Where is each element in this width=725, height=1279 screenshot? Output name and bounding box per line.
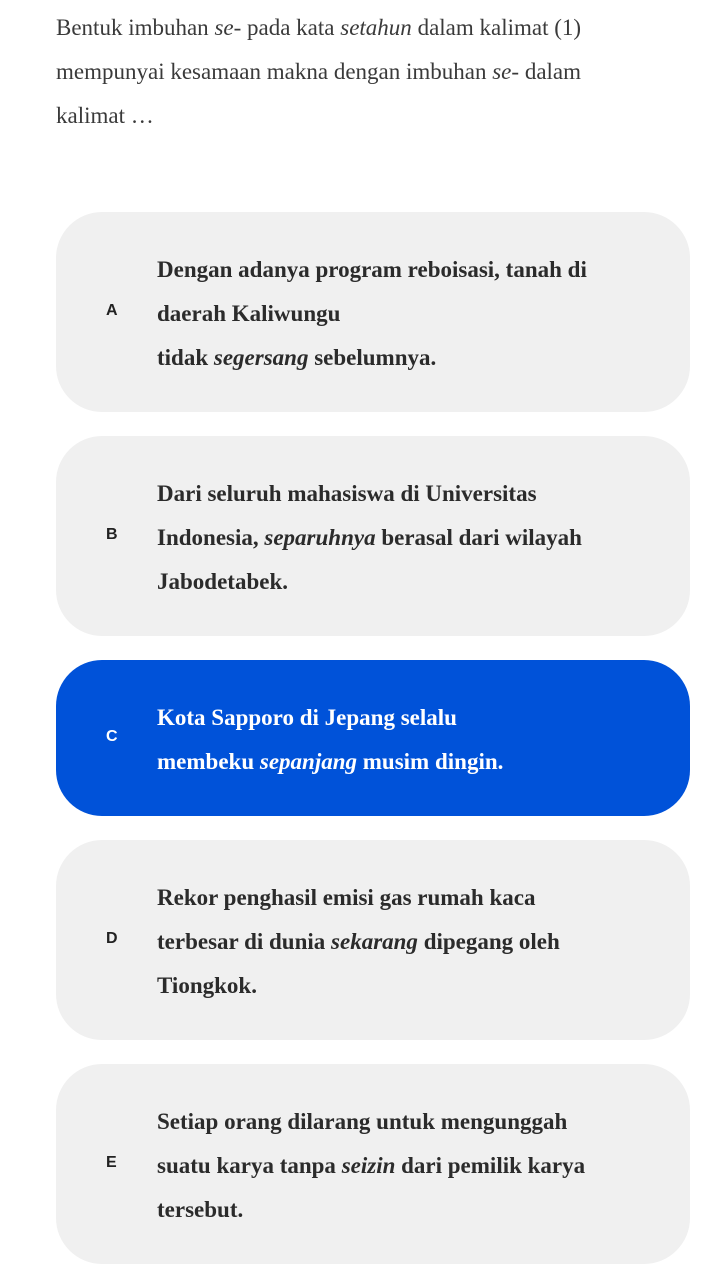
option-fragment: tidak <box>157 345 214 370</box>
question-line: kalimat … <box>56 103 154 128</box>
option-line <box>157 516 667 560</box>
option-fragment: suatu karya tanpa <box>157 1153 342 1178</box>
option-line <box>157 920 667 964</box>
option-letter: A <box>106 302 118 319</box>
option-line: Dengan adanya program reboisasi, tanah di <box>157 257 587 282</box>
question-italic: se- <box>214 15 242 40</box>
question-fragment: pada kata <box>241 15 341 40</box>
question-fragment: mempunyai kesamaan makna dengan imbuhan <box>56 59 493 84</box>
option-line: Rekor penghasil emisi gas rumah kaca <box>157 885 536 910</box>
option-letter: E <box>106 1154 117 1171</box>
option-italic: segersang <box>213 345 309 370</box>
option-text <box>157 876 667 1008</box>
option-b[interactable] <box>56 436 690 636</box>
question-fragment: Bentuk imbuhan <box>56 15 215 40</box>
option-text <box>157 696 667 784</box>
option-fragment: membeku <box>157 749 260 774</box>
option-a[interactable] <box>56 212 690 412</box>
option-italic: sekarang <box>331 929 418 954</box>
option-text <box>157 472 667 604</box>
option-e[interactable] <box>56 1064 690 1264</box>
option-line <box>157 336 667 380</box>
option-italic: sepanjang <box>259 749 358 774</box>
option-letter: C <box>106 728 118 745</box>
option-fragment: musim dingin. <box>357 749 504 774</box>
option-c[interactable] <box>56 660 690 816</box>
option-line: Dari seluruh mahasiswa di Universitas <box>157 481 537 506</box>
option-letter: B <box>106 526 118 543</box>
option-fragment: dari pemilik karya <box>395 1153 586 1178</box>
option-text <box>157 1100 667 1232</box>
option-line <box>157 740 667 784</box>
option-line: Kota Sapporo di Jepang selalu <box>157 705 457 730</box>
option-fragment: dipegang oleh <box>417 929 560 954</box>
option-fragment: sebelumnya. <box>308 345 437 370</box>
option-line: daerah Kaliwungu <box>157 301 341 326</box>
option-fragment: Indonesia, <box>157 525 265 550</box>
option-line: Jabodetabek. <box>157 569 288 594</box>
option-line: Setiap orang dilarang untuk mengunggah <box>157 1109 568 1134</box>
question-line <box>56 6 686 50</box>
option-d[interactable] <box>56 840 690 1040</box>
question-line <box>56 50 686 94</box>
option-fragment: terbesar di dunia <box>157 929 332 954</box>
question-fragment: dalam kalimat (1) <box>411 15 582 40</box>
option-italic: seizin <box>341 1153 396 1178</box>
question-italic: se- <box>492 59 520 84</box>
option-line: Tiongkok. <box>157 973 257 998</box>
option-text <box>157 248 667 380</box>
option-line: tersebut. <box>157 1197 244 1222</box>
question-fragment: dalam <box>519 59 582 84</box>
question-text <box>56 6 686 138</box>
option-line <box>157 1144 667 1188</box>
question-italic: setahun <box>340 15 412 40</box>
option-letter: D <box>106 930 118 947</box>
option-fragment: berasal dari wilayah <box>375 525 582 550</box>
option-italic: separuhnya <box>264 525 376 550</box>
